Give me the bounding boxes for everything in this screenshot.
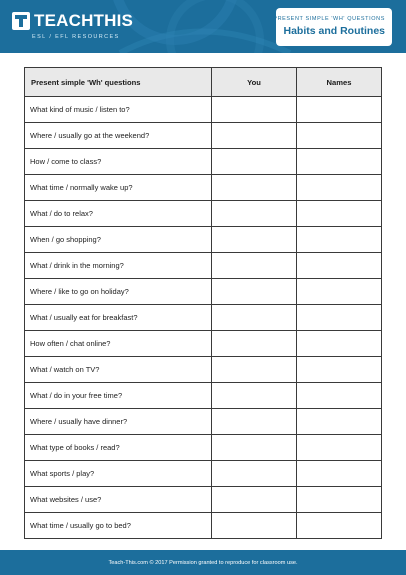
question-cell: What / do to relax? <box>25 201 212 227</box>
table-header-row <box>25 68 382 97</box>
question-cell: How / come to class? <box>25 149 212 175</box>
question-cell: Where / usually have dinner? <box>25 409 212 435</box>
question-cell: What sports / play? <box>25 461 212 487</box>
you-answer-cell <box>212 383 297 409</box>
you-answer-cell <box>212 357 297 383</box>
table-row <box>25 227 382 253</box>
title-panel <box>273 8 392 46</box>
table-row <box>25 357 382 383</box>
table-row <box>25 331 382 357</box>
you-answer-cell <box>212 461 297 487</box>
table-row <box>25 487 382 513</box>
logo-tagline: ESL / EFL RESOURCES <box>32 34 120 40</box>
column-header-you: You <box>212 68 297 97</box>
question-cell: What / usually eat for breakfast? <box>25 305 212 331</box>
names-answer-cell <box>297 383 382 409</box>
question-cell: What websites / use? <box>25 487 212 513</box>
question-cell: What / drink in the morning? <box>25 253 212 279</box>
question-cell: What time / normally wake up? <box>25 175 212 201</box>
table-row <box>25 435 382 461</box>
question-cell: What / do in your free time? <box>25 383 212 409</box>
question-cell: Where / like to go on holiday? <box>25 279 212 305</box>
question-cell: What / watch on TV? <box>25 357 212 383</box>
you-answer-cell <box>212 305 297 331</box>
names-answer-cell <box>297 149 382 175</box>
you-answer-cell <box>212 487 297 513</box>
you-answer-cell <box>212 201 297 227</box>
you-answer-cell <box>212 279 297 305</box>
names-answer-cell <box>297 409 382 435</box>
table-row <box>25 461 382 487</box>
names-answer-cell <box>297 461 382 487</box>
logo-wordmark: TEACHTHIS <box>34 11 134 30</box>
table-row <box>25 149 382 175</box>
you-answer-cell <box>212 513 297 539</box>
names-answer-cell <box>297 435 382 461</box>
names-answer-cell <box>297 253 382 279</box>
names-answer-cell <box>297 487 382 513</box>
table-row <box>25 97 382 123</box>
names-answer-cell <box>297 123 382 149</box>
table-row <box>25 513 382 539</box>
names-answer-cell <box>297 305 382 331</box>
copyright-notice: Teach-This.com © 2017 Permission granted to reproduce for classroom use. <box>108 559 298 566</box>
names-answer-cell <box>297 175 382 201</box>
worksheet-type-label: PRESENT SIMPLE 'WH' QUESTIONS <box>273 16 385 22</box>
table-row <box>25 201 382 227</box>
names-answer-cell <box>297 357 382 383</box>
you-answer-cell <box>212 123 297 149</box>
names-answer-cell <box>297 513 382 539</box>
you-answer-cell <box>212 253 297 279</box>
names-answer-cell <box>297 279 382 305</box>
question-cell: What kind of music / listen to? <box>25 97 212 123</box>
table-row <box>25 409 382 435</box>
you-answer-cell <box>212 97 297 123</box>
table-row <box>25 383 382 409</box>
column-header-questions: Present simple 'Wh' questions <box>25 68 212 97</box>
you-answer-cell <box>212 227 297 253</box>
footer-band <box>0 550 406 575</box>
table-row <box>25 279 382 305</box>
names-answer-cell <box>297 97 382 123</box>
names-answer-cell <box>297 331 382 357</box>
question-cell: How often / chat online? <box>25 331 212 357</box>
question-cell: What type of books / read? <box>25 435 212 461</box>
column-header-names: Names <box>297 68 382 97</box>
question-cell: When / go shopping? <box>25 227 212 253</box>
you-answer-cell <box>212 409 297 435</box>
you-answer-cell <box>212 435 297 461</box>
question-cell: Where / usually go at the weekend? <box>25 123 212 149</box>
worksheet-title: Habits and Routines <box>283 25 385 37</box>
names-answer-cell <box>297 227 382 253</box>
teachthis-logo <box>12 10 134 44</box>
survey-table <box>24 67 382 539</box>
you-answer-cell <box>212 331 297 357</box>
table-row <box>25 175 382 201</box>
you-answer-cell <box>212 175 297 201</box>
you-answer-cell <box>212 149 297 175</box>
table-row <box>25 253 382 279</box>
table-row <box>25 123 382 149</box>
table-row <box>25 305 382 331</box>
question-cell: What time / usually go to bed? <box>25 513 212 539</box>
header-band <box>0 0 406 53</box>
names-answer-cell <box>297 201 382 227</box>
logo-arrow-icon <box>12 12 30 30</box>
